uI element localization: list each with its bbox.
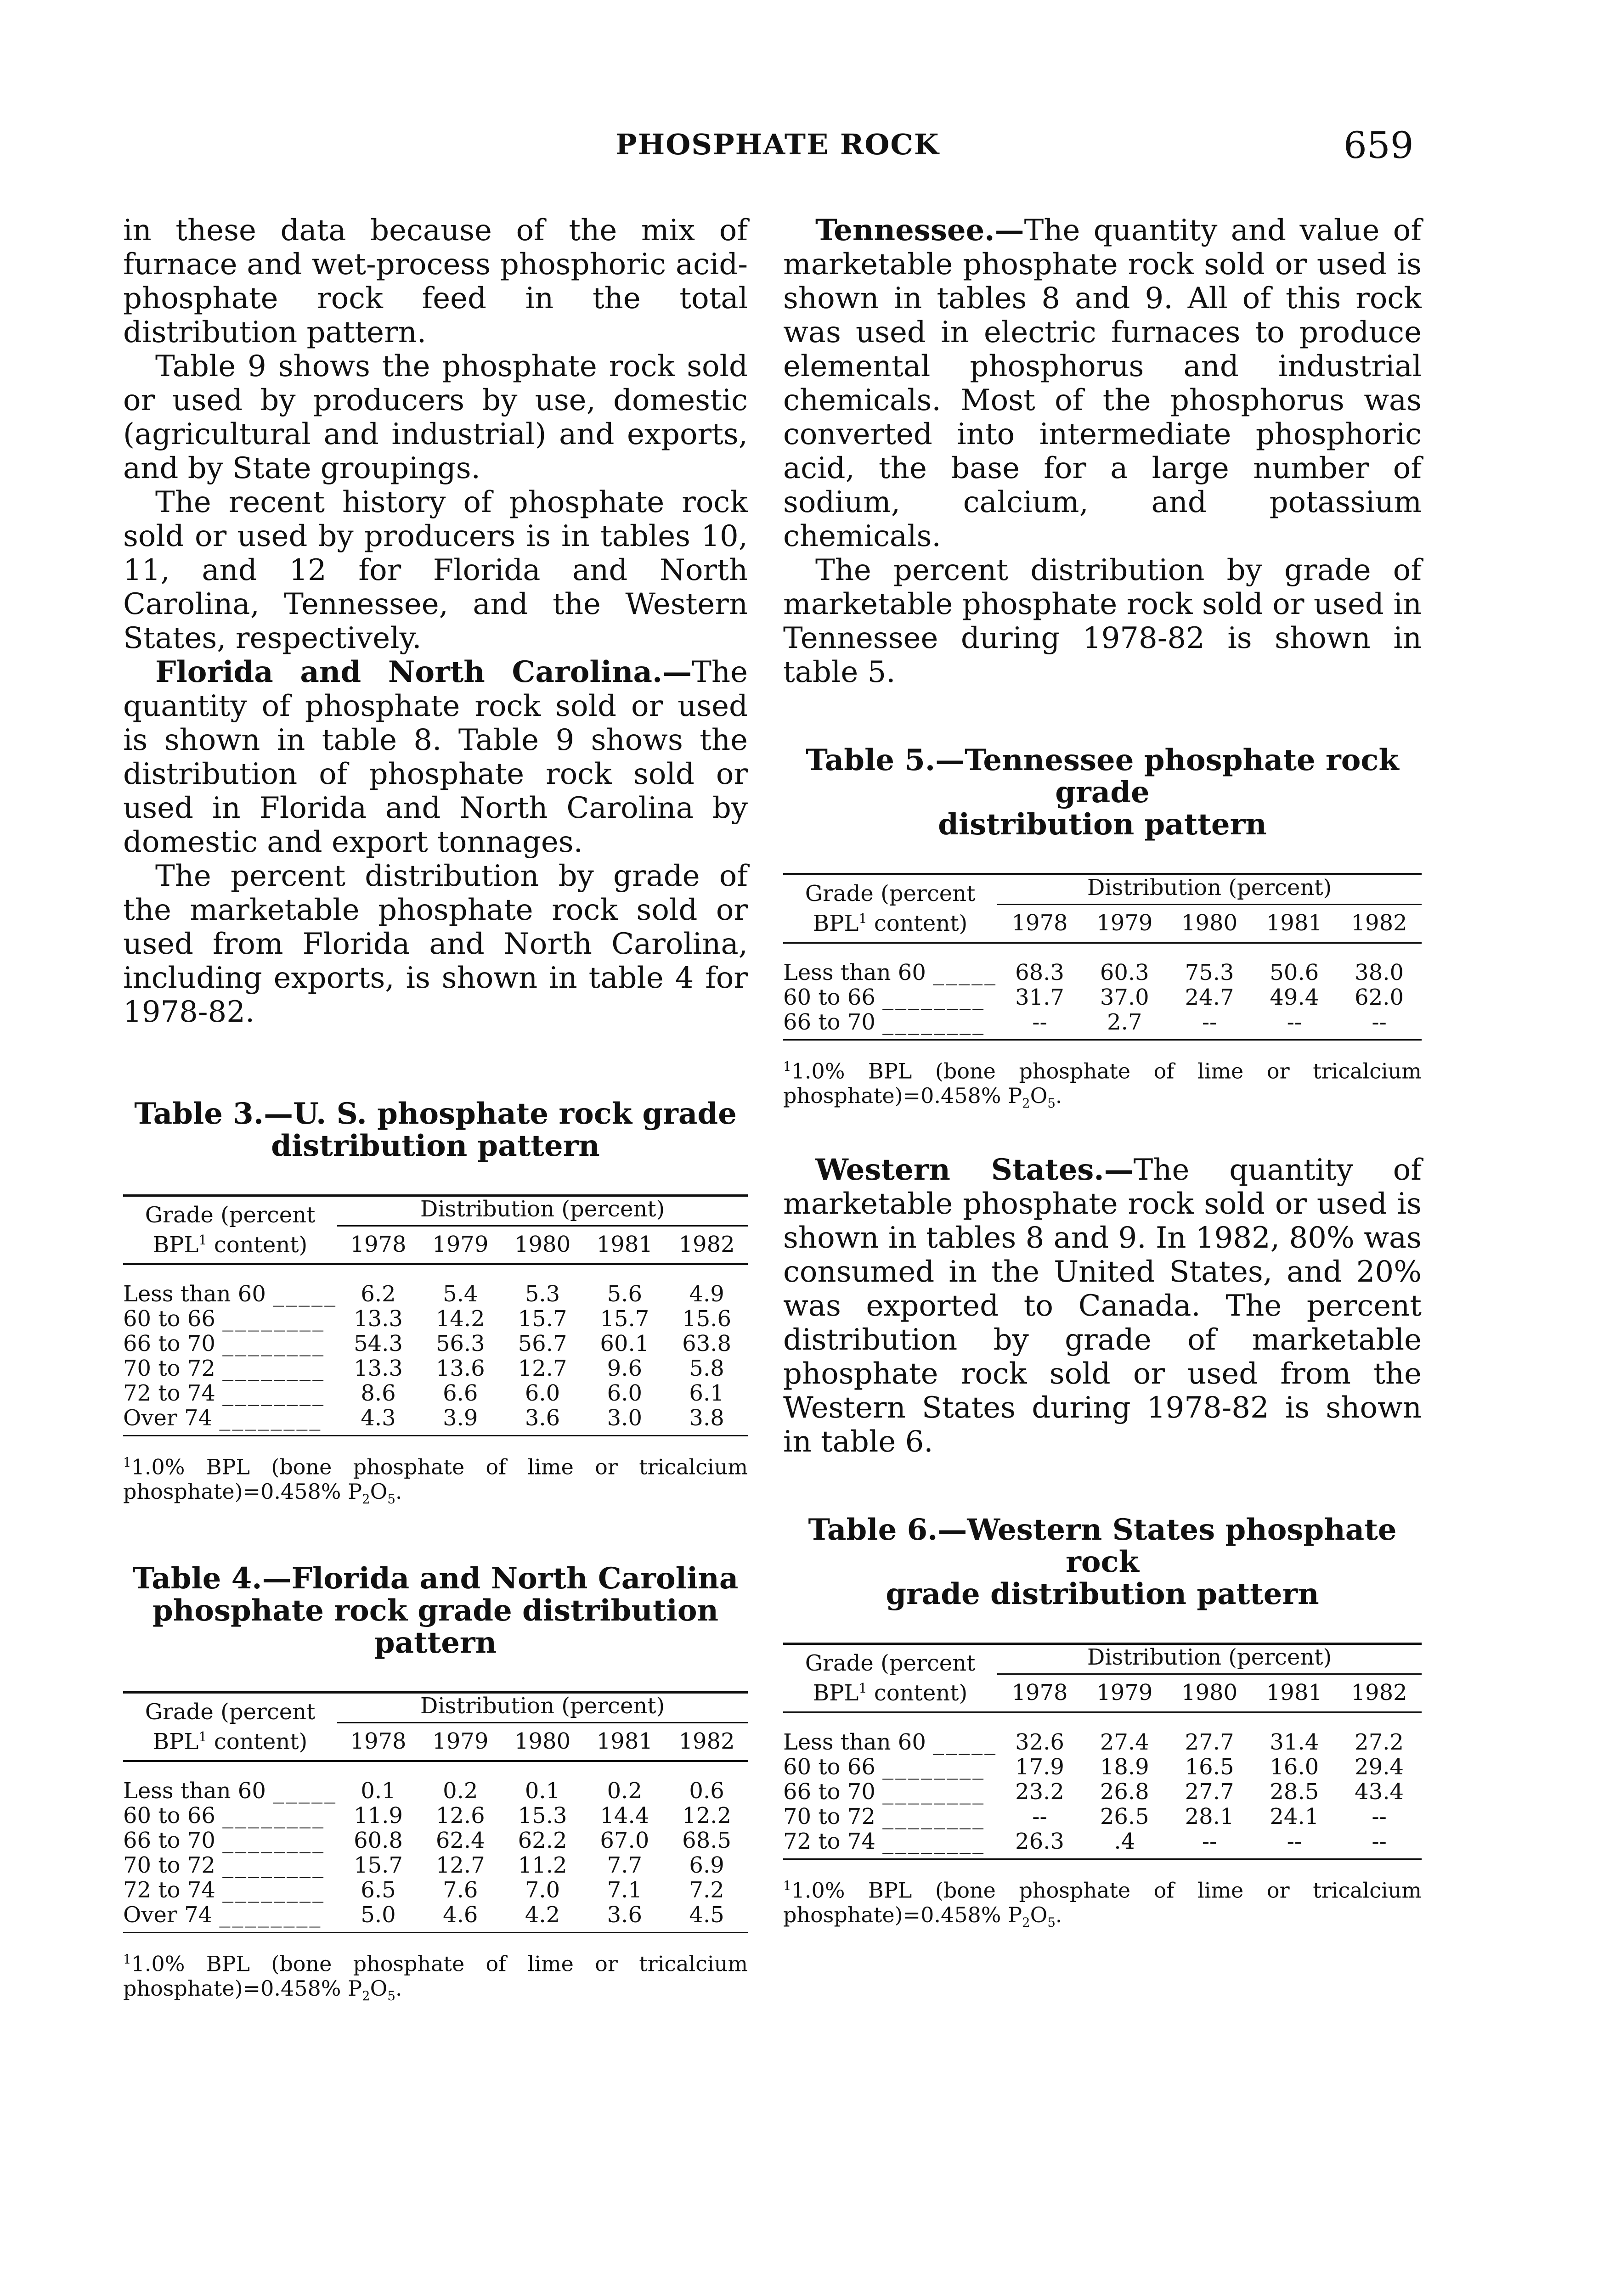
table-row (783, 943, 1422, 985)
value-cell: 62.0 (1355, 985, 1404, 1010)
value-cell: 15.7 (354, 1852, 403, 1878)
value-cell: 7.0 (525, 1877, 560, 1903)
value-cell: 7.7 (607, 1852, 642, 1878)
value-cell: 27.7 (1185, 1729, 1234, 1755)
grade-label (783, 1712, 997, 1755)
grade-label (123, 1331, 337, 1356)
grade-label-text: 66 to 70 (783, 1009, 875, 1035)
paragraph: The percent distribution by grade of the marketable phosphate rock sold or used from Florida and North Carolina, including exports, is shown in table 4 for 1978-82. (123, 859, 748, 1029)
footnote-text: O (370, 1975, 388, 2001)
grade-label (783, 1829, 997, 1859)
grade-label-text: 70 to 72 (123, 1852, 215, 1878)
grade-label (123, 1878, 337, 1902)
dot-leaders: ________ (222, 1877, 326, 1903)
grade-label-text: Less than 60 (783, 1729, 926, 1755)
footnote-text: O (1030, 1902, 1048, 1927)
table-body (783, 1712, 1422, 1859)
footnote-marker: 1 (123, 1951, 131, 1967)
year-header: 1980 (514, 1232, 571, 1257)
year-header: 1979 (432, 1728, 489, 1754)
footnote-text: . (395, 1479, 402, 1504)
value-cell: 6.9 (689, 1852, 724, 1878)
distribution-header: Distribution (percent) (337, 1196, 748, 1226)
value-cell: 26.3 (997, 1829, 1082, 1859)
grade-header-line: Grade (percent (145, 1699, 316, 1725)
grade-label-text: 70 to 72 (123, 1356, 215, 1381)
value-cell: 68.3 (1015, 960, 1064, 985)
table-row (783, 1755, 1422, 1779)
grade-label (123, 1356, 337, 1381)
paragraph (123, 655, 748, 859)
table-title-line: Table 6.—Western States phosphate rock (808, 1512, 1397, 1579)
table-row (123, 1381, 748, 1406)
table-row (123, 1264, 748, 1306)
table-row (783, 1779, 1422, 1804)
value-cell: 56.3 (435, 1331, 485, 1356)
table-5 (783, 744, 1422, 1116)
footnote (783, 1054, 1422, 1116)
section-heading: Tennessee.— (815, 213, 1024, 248)
value-cell: 28.5 (1270, 1778, 1319, 1805)
value-cell: 4.2 (502, 1902, 584, 1933)
grade-label (123, 1306, 337, 1331)
distribution-header: Distribution (percent) (997, 874, 1422, 905)
grade-label-text: 60 to 66 (783, 985, 875, 1010)
table-row (783, 1010, 1422, 1040)
grade-label (123, 1902, 337, 1933)
grade-label-text: 72 to 74 (123, 1877, 215, 1903)
grade-header-line: BPL (152, 1728, 199, 1755)
year-header: 1982 (1351, 1679, 1407, 1705)
year-header: 1979 (1096, 1679, 1153, 1705)
grade-header-line: Grade (percent (805, 881, 976, 906)
dot-leaders: ________ (222, 1827, 326, 1853)
value-cell: 0.6 (689, 1778, 724, 1804)
value-cell: 28.1 (1185, 1803, 1234, 1829)
year-header: 1981 (1266, 910, 1322, 936)
dot-leaders: ________ (222, 1306, 326, 1332)
table-title (123, 1098, 748, 1162)
grade-label (783, 1779, 997, 1804)
footnote-text: 1.0% BPL (bone phosphate of lime or tricalcium phosphate)=0.458% P (123, 1454, 748, 1504)
value-cell: 37.0 (1100, 985, 1149, 1010)
value-cell: 6.6 (443, 1380, 478, 1406)
grade-header (783, 874, 997, 942)
footnote-marker: 1 (198, 1728, 207, 1745)
grade-header-line: Grade (percent (805, 1650, 976, 1676)
footnote-text: . (395, 1975, 402, 2001)
data-table (783, 873, 1422, 1041)
table-row (123, 1902, 748, 1933)
footnote-text: . (1055, 1902, 1062, 1927)
value-cell: 17.9 (1015, 1754, 1064, 1780)
year-header: 1982 (678, 1232, 735, 1257)
value-cell: 4.3 (337, 1406, 419, 1436)
value-cell: 0.2 (607, 1778, 642, 1804)
page-header (0, 124, 1598, 170)
table-title (783, 1514, 1422, 1610)
value-cell: 5.6 (607, 1281, 642, 1307)
year-header: 1981 (1266, 1679, 1322, 1705)
table-row (123, 1761, 748, 1803)
footnote (783, 1874, 1422, 1936)
value-cell: 23.2 (1015, 1778, 1064, 1805)
page-number: 659 (1344, 124, 1414, 167)
table-body (123, 1264, 748, 1436)
grade-label (123, 1381, 337, 1406)
year-header: 1978 (350, 1728, 407, 1754)
table-title (123, 1563, 748, 1659)
value-cell: -- (1252, 1010, 1337, 1040)
distribution-header: Distribution (percent) (337, 1692, 748, 1722)
footnote-text: O (1030, 1083, 1048, 1109)
year-header: 1978 (350, 1232, 407, 1257)
value-cell: 26.5 (1100, 1803, 1149, 1829)
year-header: 1979 (1096, 910, 1153, 936)
value-cell: 38.0 (1355, 960, 1404, 985)
value-cell: 6.1 (689, 1380, 724, 1406)
paragraph: The recent history of phosphate rock sold or used by producers is in tables 10, 11, and 12 for Florida and North Carolina, Tennessee, and the Western States, respectively. (123, 485, 748, 655)
value-cell: 0.1 (361, 1778, 396, 1804)
grade-header (783, 1643, 997, 1711)
value-cell: 5.4 (443, 1281, 478, 1307)
grade-header (123, 1692, 337, 1760)
footnote (123, 1450, 748, 1512)
value-cell: 6.0 (525, 1380, 560, 1406)
value-cell: 31.7 (1015, 985, 1064, 1010)
value-cell: -- (997, 1010, 1082, 1040)
dot-leaders: ________ (882, 1754, 986, 1780)
value-cell: .4 (1082, 1829, 1167, 1859)
section-heading: Western States.— (815, 1152, 1134, 1187)
value-cell: 6.5 (361, 1877, 396, 1903)
value-cell: 54.3 (354, 1331, 403, 1356)
value-cell: 14.4 (600, 1802, 649, 1829)
value-cell: -- (1167, 1010, 1252, 1040)
table-body (123, 1761, 748, 1933)
paragraph (783, 214, 1422, 553)
value-cell: 62.2 (518, 1827, 567, 1853)
paragraph: in these data because of the mix of furnace and wet-process phosphoric acid-phosphate rock feed in the total distribution pattern. (123, 214, 748, 349)
value-cell: 27.4 (1100, 1729, 1149, 1755)
value-cell: 3.6 (502, 1406, 584, 1436)
value-cell: 15.3 (518, 1802, 567, 1829)
paragraph-text: The quantity of phosphate rock sold or used is shown in table 8. Table 9 shows the distribution of phosphate rock sold or used in Florida and North Carolina by domestic and export tonnages. (123, 655, 748, 859)
value-cell: -- (1032, 1803, 1047, 1829)
value-cell: 11.2 (518, 1852, 567, 1878)
value-cell: 13.3 (354, 1306, 403, 1332)
value-cell: 4.9 (689, 1281, 724, 1307)
value-cell: 60.1 (600, 1331, 649, 1356)
dot-leaders: ________ (882, 1803, 986, 1829)
grade-label-text: Less than 60 (123, 1778, 266, 1804)
subscript: 5 (1047, 1096, 1056, 1111)
footnote-marker: 1 (858, 1680, 867, 1696)
table-row (123, 1878, 748, 1902)
table-row (123, 1803, 748, 1828)
year-header: 1978 (1011, 910, 1068, 936)
data-table (123, 1691, 748, 1933)
table-title-line: Table 5.—Tennessee phosphate rock grade (806, 743, 1399, 810)
subscript: 2 (362, 1491, 370, 1507)
value-cell: -- (1337, 1829, 1422, 1859)
grade-header-line: content) (207, 1232, 308, 1258)
paragraph-text: The quantity of marketable phosphate rock sold or used is shown in tables 8 and 9. In 1982, 80% was consumed in the United States, and 20% was exported to Canada. The percent distribution by grade of marketable phosphate rock sold or used from the Western States during 1978-82 is shown in table 6. (783, 1153, 1422, 1459)
data-table (123, 1194, 748, 1436)
value-cell: 5.0 (337, 1902, 419, 1933)
table-row (783, 1829, 1422, 1859)
grade-header-line: BPL (813, 1680, 859, 1706)
value-cell: 13.3 (354, 1356, 403, 1381)
dot-leaders: _____ (273, 1778, 338, 1804)
value-cell: 14.2 (435, 1306, 485, 1332)
paragraph: The percent distribution by grade of marketable phosphate rock sold or used in Tennessee during 1978-82 is shown in table 5. (783, 553, 1422, 689)
grade-label (783, 943, 997, 985)
table-title-line: grade distribution pattern (886, 1576, 1319, 1611)
value-cell: 7.6 (443, 1877, 478, 1903)
table-title-line: phosphate rock grade distribution pattern (152, 1593, 719, 1660)
value-cell: 67.0 (600, 1827, 649, 1853)
grade-label-text: Over 74 (123, 1902, 213, 1928)
value-cell: 18.9 (1100, 1754, 1149, 1780)
paragraph-text: The quantity and value of marketable phosphate rock sold or used is shown in tables 8 and 9. All of this rock was used in electric furnaces to produce elemental phosphorus and industrial chemicals. Most of the phosphorus was converted into intermediate phosphoric acid, the base for a large number of sodium, calcium, and potassium chemicals. (783, 214, 1422, 553)
value-cell: -- (1252, 1829, 1337, 1859)
value-cell: 62.4 (435, 1827, 485, 1853)
value-cell: 7.1 (607, 1877, 642, 1903)
dot-leaders: ________ (882, 985, 986, 1010)
grade-label (123, 1803, 337, 1828)
subscript: 5 (387, 1491, 395, 1507)
grade-header-line: BPL (152, 1232, 199, 1258)
grade-header-line: content) (867, 1680, 968, 1706)
table-row (783, 985, 1422, 1010)
value-cell: 68.5 (682, 1827, 732, 1853)
year-header: 1979 (432, 1232, 489, 1257)
dot-leaders: ________ (219, 1902, 322, 1928)
grade-label (783, 985, 997, 1010)
year-header: 1982 (1351, 910, 1407, 936)
value-cell: 9.6 (607, 1356, 642, 1381)
table-title-line: distribution pattern (271, 1129, 600, 1163)
footnote-marker: 1 (783, 1059, 791, 1074)
footnote-text: . (1055, 1083, 1062, 1109)
grade-label-text: 60 to 66 (123, 1802, 215, 1829)
grade-header-line: content) (867, 911, 968, 936)
footnote-text: 1.0% BPL (bone phosphate of lime or tricalcium phosphate)=0.458% P (783, 1877, 1422, 1927)
value-cell: 24.7 (1185, 985, 1234, 1010)
footnote (123, 1947, 748, 2009)
value-cell: -- (1337, 1010, 1422, 1040)
grade-header-line: BPL (813, 911, 859, 936)
footnote-text: 1.0% BPL (bone phosphate of lime or tricalcium phosphate)=0.458% P (783, 1058, 1422, 1109)
dot-leaders: ________ (222, 1356, 326, 1381)
table-row (123, 1306, 748, 1331)
subscript: 2 (1022, 1096, 1030, 1111)
dot-leaders: ________ (222, 1852, 326, 1878)
left-column (123, 214, 748, 2009)
value-cell: 15.7 (518, 1306, 567, 1332)
table-4 (123, 1563, 748, 2009)
value-cell: 27.7 (1185, 1778, 1234, 1805)
table-title (783, 744, 1422, 841)
table-body (783, 943, 1422, 1040)
dot-leaders: _____ (273, 1281, 338, 1307)
grade-label-text: 66 to 70 (783, 1778, 875, 1805)
value-cell: -- (1372, 1803, 1387, 1829)
value-cell: 6.2 (361, 1281, 396, 1307)
table-title-line: Table 3.—U. S. phosphate rock grade (134, 1097, 737, 1131)
grade-label (123, 1828, 337, 1853)
grade-label (783, 1804, 997, 1829)
grade-label-text: 70 to 72 (783, 1803, 875, 1829)
value-cell: 3.8 (666, 1406, 748, 1436)
grade-header-line: content) (207, 1728, 308, 1755)
grade-label-text: Over 74 (123, 1405, 213, 1431)
value-cell: 75.3 (1185, 960, 1234, 985)
table-row (123, 1406, 748, 1436)
year-header: 1980 (514, 1728, 571, 1754)
value-cell: 0.1 (525, 1778, 560, 1804)
value-cell: 16.0 (1270, 1754, 1319, 1780)
table-row (123, 1331, 748, 1356)
value-cell: 29.4 (1355, 1754, 1404, 1780)
paragraph (783, 1153, 1422, 1459)
footnote-text: O (370, 1479, 388, 1504)
footnote-marker: 1 (123, 1455, 131, 1470)
grade-label-text: Less than 60 (123, 1281, 266, 1307)
grade-label-text: 72 to 74 (783, 1828, 875, 1854)
value-cell: 4.6 (419, 1902, 502, 1933)
year-header: 1980 (1181, 1679, 1238, 1705)
grade-label (783, 1755, 997, 1779)
value-cell: 3.0 (583, 1406, 666, 1436)
year-header: 1981 (596, 1232, 653, 1257)
grade-label-text: 66 to 70 (123, 1331, 215, 1356)
subscript: 2 (362, 1988, 370, 2004)
value-cell: 2.7 (1082, 1010, 1167, 1040)
value-cell: 5.3 (525, 1281, 560, 1307)
value-cell: 3.6 (583, 1902, 666, 1933)
grade-header (123, 1196, 337, 1264)
value-cell: 4.5 (666, 1902, 748, 1933)
value-cell: 15.7 (600, 1306, 649, 1332)
dot-leaders: ________ (222, 1380, 326, 1406)
value-cell: 5.8 (689, 1356, 724, 1381)
value-cell: 27.2 (1355, 1729, 1404, 1755)
grade-label (123, 1761, 337, 1803)
grade-label (123, 1853, 337, 1878)
value-cell: 6.0 (607, 1380, 642, 1406)
grade-label-text: 60 to 66 (783, 1754, 875, 1780)
grade-label-text: 72 to 74 (123, 1380, 215, 1406)
value-cell: 11.9 (354, 1802, 403, 1829)
value-cell: 0.2 (443, 1778, 478, 1804)
right-column (783, 214, 1422, 1935)
value-cell: 15.6 (682, 1306, 732, 1332)
dot-leaders: ________ (882, 1009, 986, 1035)
value-cell: 63.8 (682, 1331, 732, 1356)
value-cell: 60.3 (1100, 960, 1149, 985)
grade-label (123, 1406, 337, 1436)
value-cell: 8.6 (361, 1380, 396, 1406)
grade-label-text: Less than 60 (783, 960, 926, 985)
value-cell: 56.7 (518, 1331, 567, 1356)
footnote-marker: 1 (783, 1878, 791, 1893)
value-cell: 12.6 (435, 1802, 485, 1829)
subscript: 2 (1022, 1915, 1030, 1930)
value-cell: 12.2 (682, 1802, 732, 1829)
value-cell: 49.4 (1270, 985, 1319, 1010)
running-head: PHOSPHATE ROCK (615, 128, 940, 161)
value-cell: 3.9 (419, 1406, 502, 1436)
grade-header-line: Grade (percent (145, 1202, 316, 1228)
value-cell: 24.1 (1270, 1803, 1319, 1829)
footnote-marker: 1 (858, 911, 867, 926)
paragraph: Table 9 shows the phosphate rock sold or used by producers by use, domestic (agricultural and industrial) and exports, and by State groupings. (123, 349, 748, 485)
dot-leaders: ________ (222, 1802, 326, 1829)
table-title-line: distribution pattern (938, 807, 1267, 842)
table-row (123, 1828, 748, 1853)
value-cell: 50.6 (1270, 960, 1319, 985)
data-table (783, 1643, 1422, 1860)
footnote-text: 1.0% BPL (bone phosphate of lime or tricalcium phosphate)=0.458% P (123, 1951, 748, 2001)
table-row (123, 1356, 748, 1381)
table-row (783, 1804, 1422, 1829)
value-cell: 16.5 (1185, 1754, 1234, 1780)
grade-label (123, 1264, 337, 1306)
value-cell: 7.2 (689, 1877, 724, 1903)
dot-leaders: ________ (219, 1405, 322, 1431)
value-cell: 12.7 (518, 1356, 567, 1381)
value-cell: 12.7 (435, 1852, 485, 1878)
year-header: 1982 (678, 1728, 735, 1754)
subscript: 5 (1047, 1915, 1056, 1930)
value-cell: -- (1167, 1829, 1252, 1859)
value-cell: 43.4 (1355, 1778, 1404, 1805)
table-row (123, 1853, 748, 1878)
grade-label (783, 1010, 997, 1040)
value-cell: 13.6 (435, 1356, 485, 1381)
value-cell: 31.4 (1270, 1729, 1319, 1755)
grade-label-text: 66 to 70 (123, 1827, 215, 1853)
table-row (783, 1712, 1422, 1755)
grade-label-text: 60 to 66 (123, 1306, 215, 1332)
dot-leaders: _____ (933, 960, 998, 985)
year-header: 1980 (1181, 910, 1238, 936)
value-cell: 26.8 (1100, 1778, 1149, 1805)
table-title-line: Table 4.—Florida and North Carolina (132, 1561, 739, 1596)
year-header: 1981 (596, 1728, 653, 1754)
dot-leaders: ________ (882, 1778, 986, 1805)
table-3 (123, 1098, 748, 1512)
dot-leaders: ________ (882, 1828, 986, 1854)
dot-leaders: _____ (933, 1729, 998, 1755)
footnote-marker: 1 (198, 1232, 207, 1248)
table-6 (783, 1514, 1422, 1936)
dot-leaders: ________ (222, 1331, 326, 1356)
value-cell: 60.8 (354, 1827, 403, 1853)
distribution-header: Distribution (percent) (997, 1643, 1422, 1674)
year-header: 1978 (1011, 1679, 1068, 1705)
subscript: 5 (387, 1988, 395, 2004)
section-heading: Florida and North Carolina.— (155, 655, 692, 689)
value-cell: 32.6 (1015, 1729, 1064, 1755)
